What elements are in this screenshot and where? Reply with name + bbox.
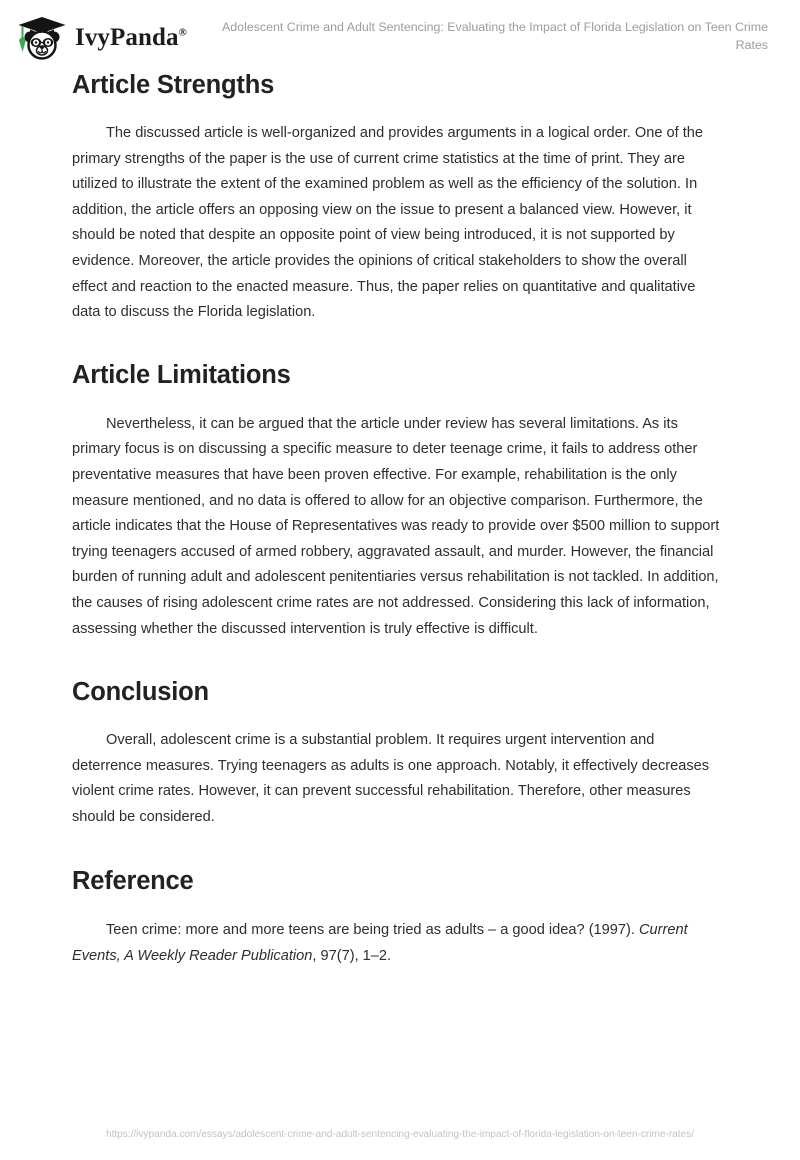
footer-source-url[interactable]: https://ivypanda.com/essays/adolescent-crime-and-adult-sentencing-evaluating-the-impact-of-florida-legislation-on-teen-crime-rates/ <box>106 1128 694 1140</box>
paragraph-article-limitations: Nevertheless, it can be argued that the article under review has several limitations. As its primary focus is on discussing a specific measure to deter teenage crime, it fails to address other preventative measures that have been proven effective. For example, rehabilitation is the only measure mentioned, and no data is offered to allow for an objective comparison. Furthermore, the article indicates that the House of Representatives was ready to provide over $500 million to support trying teenagers accused of armed robbery, aggravated assault, and murder. However, the financial burden of running adult and adolescent penitentiaries versus rehabilitation is not tackled. In addition, the causes of rising adolescent crime rates are not addressed. Considering this lack of information, assessing whether the discussed intervention is truly effective is difficult. <box>72 415 720 637</box>
citation-lead-text: Teen crime: more and more teens are being tried as adults – a good idea? (1997). <box>106 922 639 939</box>
heading-article-limitations: Article Limitations <box>72 360 291 389</box>
page-footer <box>0 1108 800 1160</box>
section-conclusion <box>72 677 724 830</box>
heading-conclusion: Conclusion <box>72 678 209 707</box>
brand-logo[interactable] <box>16 10 206 60</box>
section-article-strengths <box>72 70 724 326</box>
panda-graduate-logo-icon <box>16 14 68 60</box>
document-body <box>72 70 724 970</box>
heading-reference: Reference <box>72 867 194 896</box>
brand-name-text: IvyPanda <box>75 23 179 51</box>
paragraph-article-strengths: The discussed article is well-organized and provides arguments in a logical order. One of the primary strengths of the paper is the use of current crime statistics at the time of print. They are utilized to illustrate the extent of the examined problem as well as the efficiency of the solution. In addition, the article offers an opposing view on the issue to present a balanced view. However, it should be noted that despite an opposite point of view being introduced, it is not supported by evidence. Moreover, the article provides the opinions of critical stakeholders to show the overall effect and reaction to the enacted measure. Thus, the paper relies on quantitative and qualitative data to discuss the Florida legislation. <box>72 125 704 321</box>
registered-trademark-symbol: ® <box>178 26 187 39</box>
citation-tail-text: , 97(7), 1–2. <box>312 948 392 965</box>
brand-name <box>75 25 187 50</box>
document-title: Adolescent Crime and Adult Sentencing: Evaluating the Impact of Florida Legislation on Teen Crime Rates <box>222 20 768 52</box>
heading-article-strengths: Article Strengths <box>72 71 275 99</box>
reference-citation <box>72 918 724 969</box>
citation-source-title: Current Events, A Weekly Reader Publication <box>72 922 688 965</box>
section-article-limitations <box>72 360 724 642</box>
section-reference <box>72 866 724 969</box>
page-header <box>0 0 800 66</box>
paragraph-conclusion: Overall, adolescent crime is a substantial problem. It requires urgent intervention and deterrence measures. Trying teenagers as adults is one approach. Notably, it effectively decreases violent crime rates. However, it can prevent successful rehabilitation. Therefore, other measures should be considered. <box>72 732 710 825</box>
